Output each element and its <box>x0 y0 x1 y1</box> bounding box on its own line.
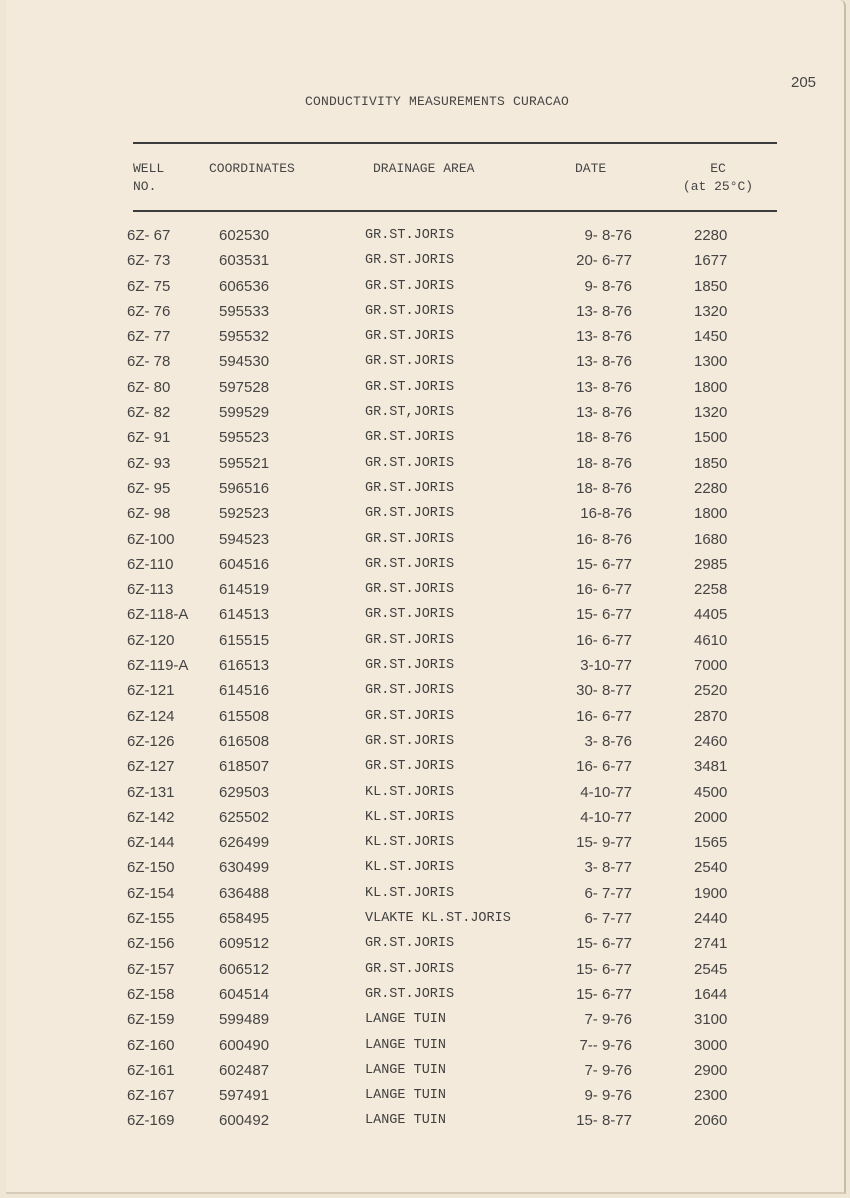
well-no-cell: 6Z- 93 <box>127 454 171 472</box>
table-row <box>0 808 850 833</box>
table-row <box>0 884 850 909</box>
drainage-area-cell: GR.ST.JORIS <box>365 506 455 522</box>
date-cell: 9- 9-76 <box>584 1087 632 1105</box>
ec-cell: 3100 <box>694 1011 728 1029</box>
table-row <box>0 530 850 555</box>
drainage-area-cell: GR.ST.JORIS <box>365 658 455 674</box>
coordinates-cell: 600492 <box>219 1112 270 1130</box>
ec-cell: 2985 <box>694 555 728 573</box>
drainage-area-cell: KL.ST.JORIS <box>365 784 455 800</box>
table-row <box>0 1036 850 1061</box>
well-no-cell: 6Z- 75 <box>127 277 171 295</box>
date-cell: 16- 6-77 <box>576 758 632 776</box>
column-header-ec-line2: (at 25°C) <box>682 179 754 194</box>
table-row <box>0 934 850 959</box>
column-header-well-line1: WELL <box>133 161 165 176</box>
ec-cell: 1320 <box>694 404 728 422</box>
coordinates-cell: 599529 <box>219 404 270 422</box>
date-cell: 16- 8-76 <box>576 530 632 548</box>
well-no-cell: 6Z-169 <box>127 1112 175 1130</box>
coordinates-cell: 626499 <box>219 834 270 852</box>
drainage-area-cell: GR.ST.JORIS <box>365 379 455 395</box>
column-header-ec <box>668 160 768 196</box>
coordinates-cell: 606536 <box>219 277 270 295</box>
column-header-drainage-area: DRAINAGE AREA <box>373 161 475 176</box>
date-cell: 4-10-77 <box>580 808 632 826</box>
date-cell: 13- 8-76 <box>576 302 632 320</box>
date-cell: 9- 8-76 <box>584 277 632 295</box>
ec-cell: 2545 <box>694 960 728 978</box>
coordinates-cell: 614513 <box>219 606 270 624</box>
drainage-area-cell: VLAKTE KL.ST.JORIS <box>365 911 511 927</box>
coordinates-cell: 614516 <box>219 682 270 700</box>
drainage-area-cell: GR.ST.JORIS <box>365 759 455 775</box>
coordinates-cell: 595521 <box>219 454 270 472</box>
header-bottom-rule <box>133 210 777 212</box>
drainage-area-cell: GR.ST.JORIS <box>365 329 455 345</box>
table-row <box>0 833 850 858</box>
date-cell: 13- 8-76 <box>576 404 632 422</box>
coordinates-cell: 615515 <box>219 631 270 649</box>
table-row <box>0 631 850 656</box>
ec-cell: 2520 <box>694 682 728 700</box>
well-no-cell: 6Z-131 <box>127 783 175 801</box>
ec-cell: 1644 <box>694 985 728 1003</box>
date-cell: 16-8-76 <box>580 505 632 523</box>
ec-cell: 2000 <box>694 808 728 826</box>
table-row <box>0 656 850 681</box>
table-row <box>0 605 850 630</box>
coordinates-cell: 592523 <box>219 505 270 523</box>
well-no-cell: 6Z-120 <box>127 631 175 649</box>
well-no-cell: 6Z-157 <box>127 960 175 978</box>
ec-cell: 1450 <box>694 328 728 346</box>
ec-cell: 4610 <box>694 631 728 649</box>
well-no-cell: 6Z-142 <box>127 808 175 826</box>
ec-cell: 1565 <box>694 834 728 852</box>
well-no-cell: 6Z-127 <box>127 758 175 776</box>
well-no-cell: 6Z-100 <box>127 530 175 548</box>
coordinates-cell: 597528 <box>219 378 270 396</box>
drainage-area-cell: GR.ST.JORIS <box>365 531 455 547</box>
ec-cell: 4405 <box>694 606 728 624</box>
date-cell: 15- 6-77 <box>576 606 632 624</box>
date-cell: 15- 8-77 <box>576 1112 632 1130</box>
ec-cell: 2741 <box>694 935 728 953</box>
ec-cell: 1850 <box>694 454 728 472</box>
well-no-cell: 6Z-160 <box>127 1036 175 1054</box>
coordinates-cell: 625502 <box>219 808 270 826</box>
coordinates-cell: 629503 <box>219 783 270 801</box>
table-row <box>0 909 850 934</box>
drainage-area-cell: GR.ST.JORIS <box>365 708 455 724</box>
well-no-cell: 6Z- 67 <box>127 227 171 244</box>
well-no-cell: 6Z- 80 <box>127 378 171 396</box>
ec-cell: 1800 <box>694 378 728 396</box>
date-cell: 15- 9-77 <box>576 834 632 852</box>
drainage-area-cell: GR.ST.JORIS <box>365 607 455 623</box>
ec-cell: 1680 <box>694 530 728 548</box>
date-cell: 15- 6-77 <box>576 960 632 978</box>
ec-cell: 1850 <box>694 277 728 295</box>
table-row <box>0 479 850 504</box>
drainage-area-cell: GR.ST.JORIS <box>365 556 455 572</box>
table-row <box>0 707 850 732</box>
coordinates-cell: 602487 <box>219 1061 270 1079</box>
coordinates-cell: 594523 <box>219 530 270 548</box>
coordinates-cell: 614519 <box>219 581 270 599</box>
ec-cell: 2440 <box>694 910 728 928</box>
measurements-table-body <box>0 226 850 1137</box>
ec-cell: 2280 <box>694 227 728 244</box>
ec-cell: 4500 <box>694 783 728 801</box>
table-row <box>0 226 850 251</box>
date-cell: 7- 9-76 <box>584 1011 632 1029</box>
drainage-area-cell: GR.ST.JORIS <box>365 430 455 446</box>
drainage-area-cell: GR.ST.JORIS <box>365 455 455 471</box>
ec-cell: 2540 <box>694 859 728 877</box>
date-cell: 15- 6-77 <box>576 935 632 953</box>
date-cell: 7- 9-76 <box>584 1061 632 1079</box>
coordinates-cell: 604514 <box>219 985 270 1003</box>
table-row <box>0 277 850 302</box>
ec-cell: 1677 <box>694 252 728 270</box>
date-cell: 15- 6-77 <box>576 985 632 1003</box>
coordinates-cell: 609512 <box>219 935 270 953</box>
coordinates-cell: 604516 <box>219 555 270 573</box>
well-no-cell: 6Z-126 <box>127 732 175 750</box>
well-no-cell: 6Z-156 <box>127 935 175 953</box>
ec-cell: 2900 <box>694 1061 728 1079</box>
drainage-area-cell: GR.ST.JORIS <box>365 961 455 977</box>
table-row <box>0 1010 850 1035</box>
date-cell: 16- 6-77 <box>576 707 632 725</box>
well-no-cell: 6Z-124 <box>127 707 175 725</box>
well-no-cell: 6Z- 82 <box>127 404 171 422</box>
date-cell: 20- 6-77 <box>576 252 632 270</box>
column-header-date: DATE <box>575 161 607 176</box>
date-cell: 18- 8-76 <box>576 479 632 497</box>
coordinates-cell: 616513 <box>219 657 270 675</box>
well-no-cell: 6Z-121 <box>127 682 175 700</box>
date-cell: 9- 8-76 <box>584 227 632 244</box>
drainage-area-cell: LANGE TUIN <box>365 1088 447 1104</box>
table-row <box>0 783 850 808</box>
drainage-area-cell: GR.ST.JORIS <box>365 278 455 294</box>
drainage-area-cell: GR.ST.JORIS <box>365 303 455 319</box>
coordinates-cell: 600490 <box>219 1036 270 1054</box>
coordinates-cell: 615508 <box>219 707 270 725</box>
column-header-well-line2: NO. <box>133 179 157 194</box>
well-no-cell: 6Z- 76 <box>127 302 171 320</box>
well-no-cell: 6Z-161 <box>127 1061 175 1079</box>
table-row <box>0 504 850 529</box>
coordinates-cell: 636488 <box>219 884 270 902</box>
coordinates-cell: 595532 <box>219 328 270 346</box>
column-header-well-no <box>133 160 164 196</box>
table-row <box>0 454 850 479</box>
table-row <box>0 960 850 985</box>
drainage-area-cell: KL.ST.JORIS <box>365 835 455 851</box>
date-cell: 18- 8-76 <box>576 429 632 447</box>
drainage-area-cell: GR.ST.JORIS <box>365 632 455 648</box>
date-cell: 6- 7-77 <box>584 884 632 902</box>
coordinates-cell: 616508 <box>219 732 270 750</box>
well-no-cell: 6Z- 91 <box>127 429 171 447</box>
table-row <box>0 985 850 1010</box>
date-cell: 6- 7-77 <box>584 910 632 928</box>
drainage-area-cell: LANGE TUIN <box>365 1012 447 1028</box>
ec-cell: 2300 <box>694 1087 728 1105</box>
coordinates-cell: 594530 <box>219 353 270 371</box>
ec-cell: 2280 <box>694 479 728 497</box>
coordinates-cell: 658495 <box>219 910 270 928</box>
ec-cell: 7000 <box>694 657 728 675</box>
well-no-cell: 6Z-110 <box>127 555 174 573</box>
page-title: CONDUCTIVITY MEASUREMENTS CURACAO <box>304 94 570 109</box>
ec-cell: 2258 <box>694 581 728 599</box>
date-cell: 16- 6-77 <box>576 631 632 649</box>
drainage-area-cell: GR.ST.JORIS <box>365 582 455 598</box>
drainage-area-cell: GR.ST,JORIS <box>365 405 455 421</box>
date-cell: 13- 8-76 <box>576 378 632 396</box>
ec-cell: 1900 <box>694 884 728 902</box>
ec-cell: 2060 <box>694 1112 728 1130</box>
date-cell: 3- 8-76 <box>584 732 632 750</box>
ec-cell: 2870 <box>694 707 728 725</box>
drainage-area-cell: LANGE TUIN <box>365 1113 447 1129</box>
table-row <box>0 858 850 883</box>
drainage-area-cell: GR.ST.JORIS <box>365 936 455 952</box>
ec-cell: 3481 <box>694 758 728 776</box>
coordinates-cell: 597491 <box>219 1087 270 1105</box>
date-cell: 3-10-77 <box>580 657 632 675</box>
table-row <box>0 732 850 757</box>
table-row <box>0 1061 850 1086</box>
table-row <box>0 555 850 580</box>
table-row <box>0 428 850 453</box>
well-no-cell: 6Z- 77 <box>127 328 171 346</box>
table-row <box>0 251 850 276</box>
ec-cell: 3000 <box>694 1036 728 1054</box>
well-no-cell: 6Z-155 <box>127 910 175 928</box>
page-number: 205 <box>791 74 817 91</box>
drainage-area-cell: GR.ST.JORIS <box>365 480 455 496</box>
date-cell: 16- 6-77 <box>576 581 632 599</box>
coordinates-cell: 603531 <box>219 252 270 270</box>
drainage-area-cell: GR.ST.JORIS <box>365 228 455 243</box>
coordinates-cell: 599489 <box>219 1011 270 1029</box>
ec-cell: 2460 <box>694 732 728 750</box>
well-no-cell: 6Z-158 <box>127 985 175 1003</box>
column-header-coordinates: COORDINATES <box>209 161 295 176</box>
column-header-ec-line1: EC <box>710 161 726 176</box>
table-row <box>0 352 850 377</box>
ec-cell: 1800 <box>694 505 728 523</box>
coordinates-cell: 595523 <box>219 429 270 447</box>
table-row <box>0 378 850 403</box>
well-no-cell: 6Z-144 <box>127 834 175 852</box>
well-no-cell: 6Z-150 <box>127 859 175 877</box>
well-no-cell: 6Z-113 <box>127 581 174 599</box>
header-top-rule <box>133 142 777 144</box>
table-row <box>0 757 850 782</box>
well-no-cell: 6Z- 98 <box>127 505 171 523</box>
well-no-cell: 6Z-119-A <box>127 657 189 675</box>
date-cell: 30- 8-77 <box>576 682 632 700</box>
date-cell: 18- 8-76 <box>576 454 632 472</box>
coordinates-cell: 595533 <box>219 302 270 320</box>
coordinates-cell: 606512 <box>219 960 270 978</box>
table-row <box>0 580 850 605</box>
well-no-cell: 6Z- 73 <box>127 252 171 270</box>
drainage-area-cell: LANGE TUIN <box>365 1062 447 1078</box>
table-row <box>0 403 850 428</box>
drainage-area-cell: KL.ST.JORIS <box>365 885 455 901</box>
date-cell: 13- 8-76 <box>576 328 632 346</box>
drainage-area-cell: KL.ST.JORIS <box>365 809 455 825</box>
well-no-cell: 6Z-159 <box>127 1011 175 1029</box>
table-row <box>0 327 850 352</box>
ec-cell: 1500 <box>694 429 728 447</box>
drainage-area-cell: GR.ST.JORIS <box>365 733 455 749</box>
table-row <box>0 681 850 706</box>
date-cell: 4-10-77 <box>580 783 632 801</box>
table-row <box>0 1086 850 1111</box>
well-no-cell: 6Z-167 <box>127 1087 175 1105</box>
drainage-area-cell: GR.ST.JORIS <box>365 354 455 370</box>
date-cell: 13- 8-76 <box>576 353 632 371</box>
drainage-area-cell: GR.ST.JORIS <box>365 253 455 269</box>
coordinates-cell: 596516 <box>219 479 270 497</box>
well-no-cell: 6Z-154 <box>127 884 175 902</box>
coordinates-cell: 618507 <box>219 758 270 776</box>
date-cell: 3- 8-77 <box>584 859 632 877</box>
well-no-cell: 6Z- 95 <box>127 479 171 497</box>
date-cell: 15- 6-77 <box>576 555 632 573</box>
date-cell: 7-- 9-76 <box>579 1036 632 1054</box>
drainage-area-cell: GR.ST.JORIS <box>365 986 455 1002</box>
coordinates-cell: 630499 <box>219 859 270 877</box>
well-no-cell: 6Z- 78 <box>127 353 171 371</box>
table-row <box>0 1111 850 1136</box>
table-row <box>0 302 850 327</box>
well-no-cell: 6Z-118-A <box>127 606 189 624</box>
drainage-area-cell: KL.ST.JORIS <box>365 860 455 876</box>
coordinates-cell: 602530 <box>219 227 270 244</box>
drainage-area-cell: LANGE TUIN <box>365 1037 447 1053</box>
drainage-area-cell: GR.ST.JORIS <box>365 683 455 699</box>
ec-cell: 1320 <box>694 302 728 320</box>
ec-cell: 1300 <box>694 353 728 371</box>
